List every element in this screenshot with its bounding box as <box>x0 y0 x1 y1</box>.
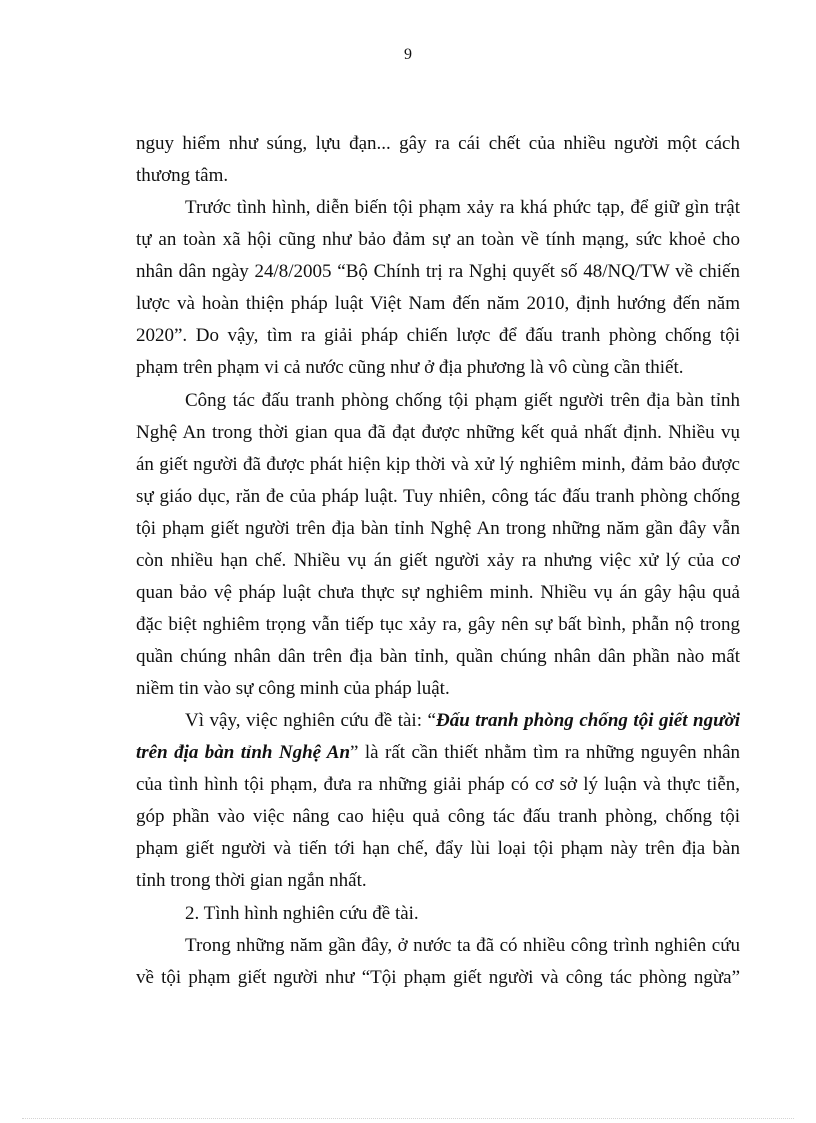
body-line: án giết người đã được phát hiện kịp thời và xử lý nghiêm minh, đảm bảo được <box>136 454 740 475</box>
body-line: đặc biệt nghiêm trọng vẫn tiếp tục xảy ra, gây nên sự bất bình, phẫn nộ trong <box>136 614 740 635</box>
body-line: góp phần vào việc nâng cao hiệu quả công tác đấu tranh phòng, chống tội <box>136 806 740 827</box>
body-line: nguy hiểm như súng, lựu đạn... gây ra cái chết của nhiều người một cách <box>136 133 740 154</box>
body-line: phạm trên phạm vi cả nước cũng như ở địa phương là vô cùng cần thiết. <box>136 357 684 378</box>
body-line: của tình hình tội phạm, đưa ra những giải pháp có cơ sở lý luận và thực tiễn, <box>136 774 740 795</box>
body-line: phạm giết người và tiến tới hạn chế, đẩy lùi loại tội phạm này trên địa bàn <box>136 838 740 859</box>
body-line: thương tâm. <box>136 165 229 186</box>
page-number: 9 <box>404 46 412 63</box>
body-line: về tội phạm giết người như “Tội phạm giết người và công tác phòng ngừa” <box>136 967 740 988</box>
body-line: 2020”. Do vậy, tìm ra giải pháp chiến lược để đấu tranh phòng chống tội <box>136 325 740 346</box>
body-line <box>185 709 740 735</box>
body-line: niềm tin vào sự công minh của pháp luật. <box>136 678 450 699</box>
section-heading: 2. Tình hình nghiên cứu đề tài. <box>185 903 419 924</box>
body-line: Nghệ An trong thời gian qua đã đạt được những kết quả nhất định. Nhiều vụ <box>136 422 740 443</box>
body-line: tội phạm giết người trên địa bàn tỉnh Nghệ An trong những năm gần đây vẫn <box>136 518 740 539</box>
body-text: Vì vậy, việc nghiên cứu đề tài: “ <box>185 710 436 731</box>
page-bottom-divider <box>22 1118 794 1119</box>
body-line: quan bảo vệ pháp luật chưa thực sự nghiêm minh. Nhiều vụ án gây hậu quả <box>136 582 740 603</box>
body-line: lược và hoàn thiện pháp luật Việt Nam đến năm 2010, định hướng đến năm <box>136 293 740 314</box>
topic-title-emphasis: Đấu tranh phòng chống tội giết người <box>435 710 740 731</box>
body-line: tự an toàn xã hội cũng như bảo đảm sự an toàn về tính mạng, sức khoẻ cho <box>136 229 740 250</box>
body-line: còn nhiều hạn chế. Nhiều vụ án giết người xảy ra nhưng việc xử lý của cơ <box>136 550 740 571</box>
body-line: Công tác đấu tranh phòng chống tội phạm giết người trên địa bàn tỉnh <box>185 390 740 411</box>
body-line: nhân dân ngày 24/8/2005 “Bộ Chính trị ra Nghị quyết số 48/NQ/TW về chiến <box>136 261 740 282</box>
body-line: Trước tình hình, diễn biến tội phạm xảy ra khá phức tạp, để giữ gìn trật <box>185 197 740 218</box>
body-text: ” là rất cần thiết nhằm tìm ra những nguyên nhân <box>350 742 740 763</box>
body-line: sự giáo dục, răn đe của pháp luật. Tuy nhiên, công tác đấu tranh phòng chống <box>136 486 740 507</box>
body-line: quần chúng nhân dân trên địa bàn tỉnh, quần chúng nhân dân phần nào mất <box>136 646 740 667</box>
body-line: Trong những năm gần đây, ở nước ta đã có nhiều công trình nghiên cứu <box>185 935 740 956</box>
topic-title-emphasis: trên địa bàn tỉnh Nghệ An <box>136 742 351 763</box>
body-line: tỉnh trong thời gian ngắn nhất. <box>136 870 367 891</box>
body-line <box>136 741 740 767</box>
